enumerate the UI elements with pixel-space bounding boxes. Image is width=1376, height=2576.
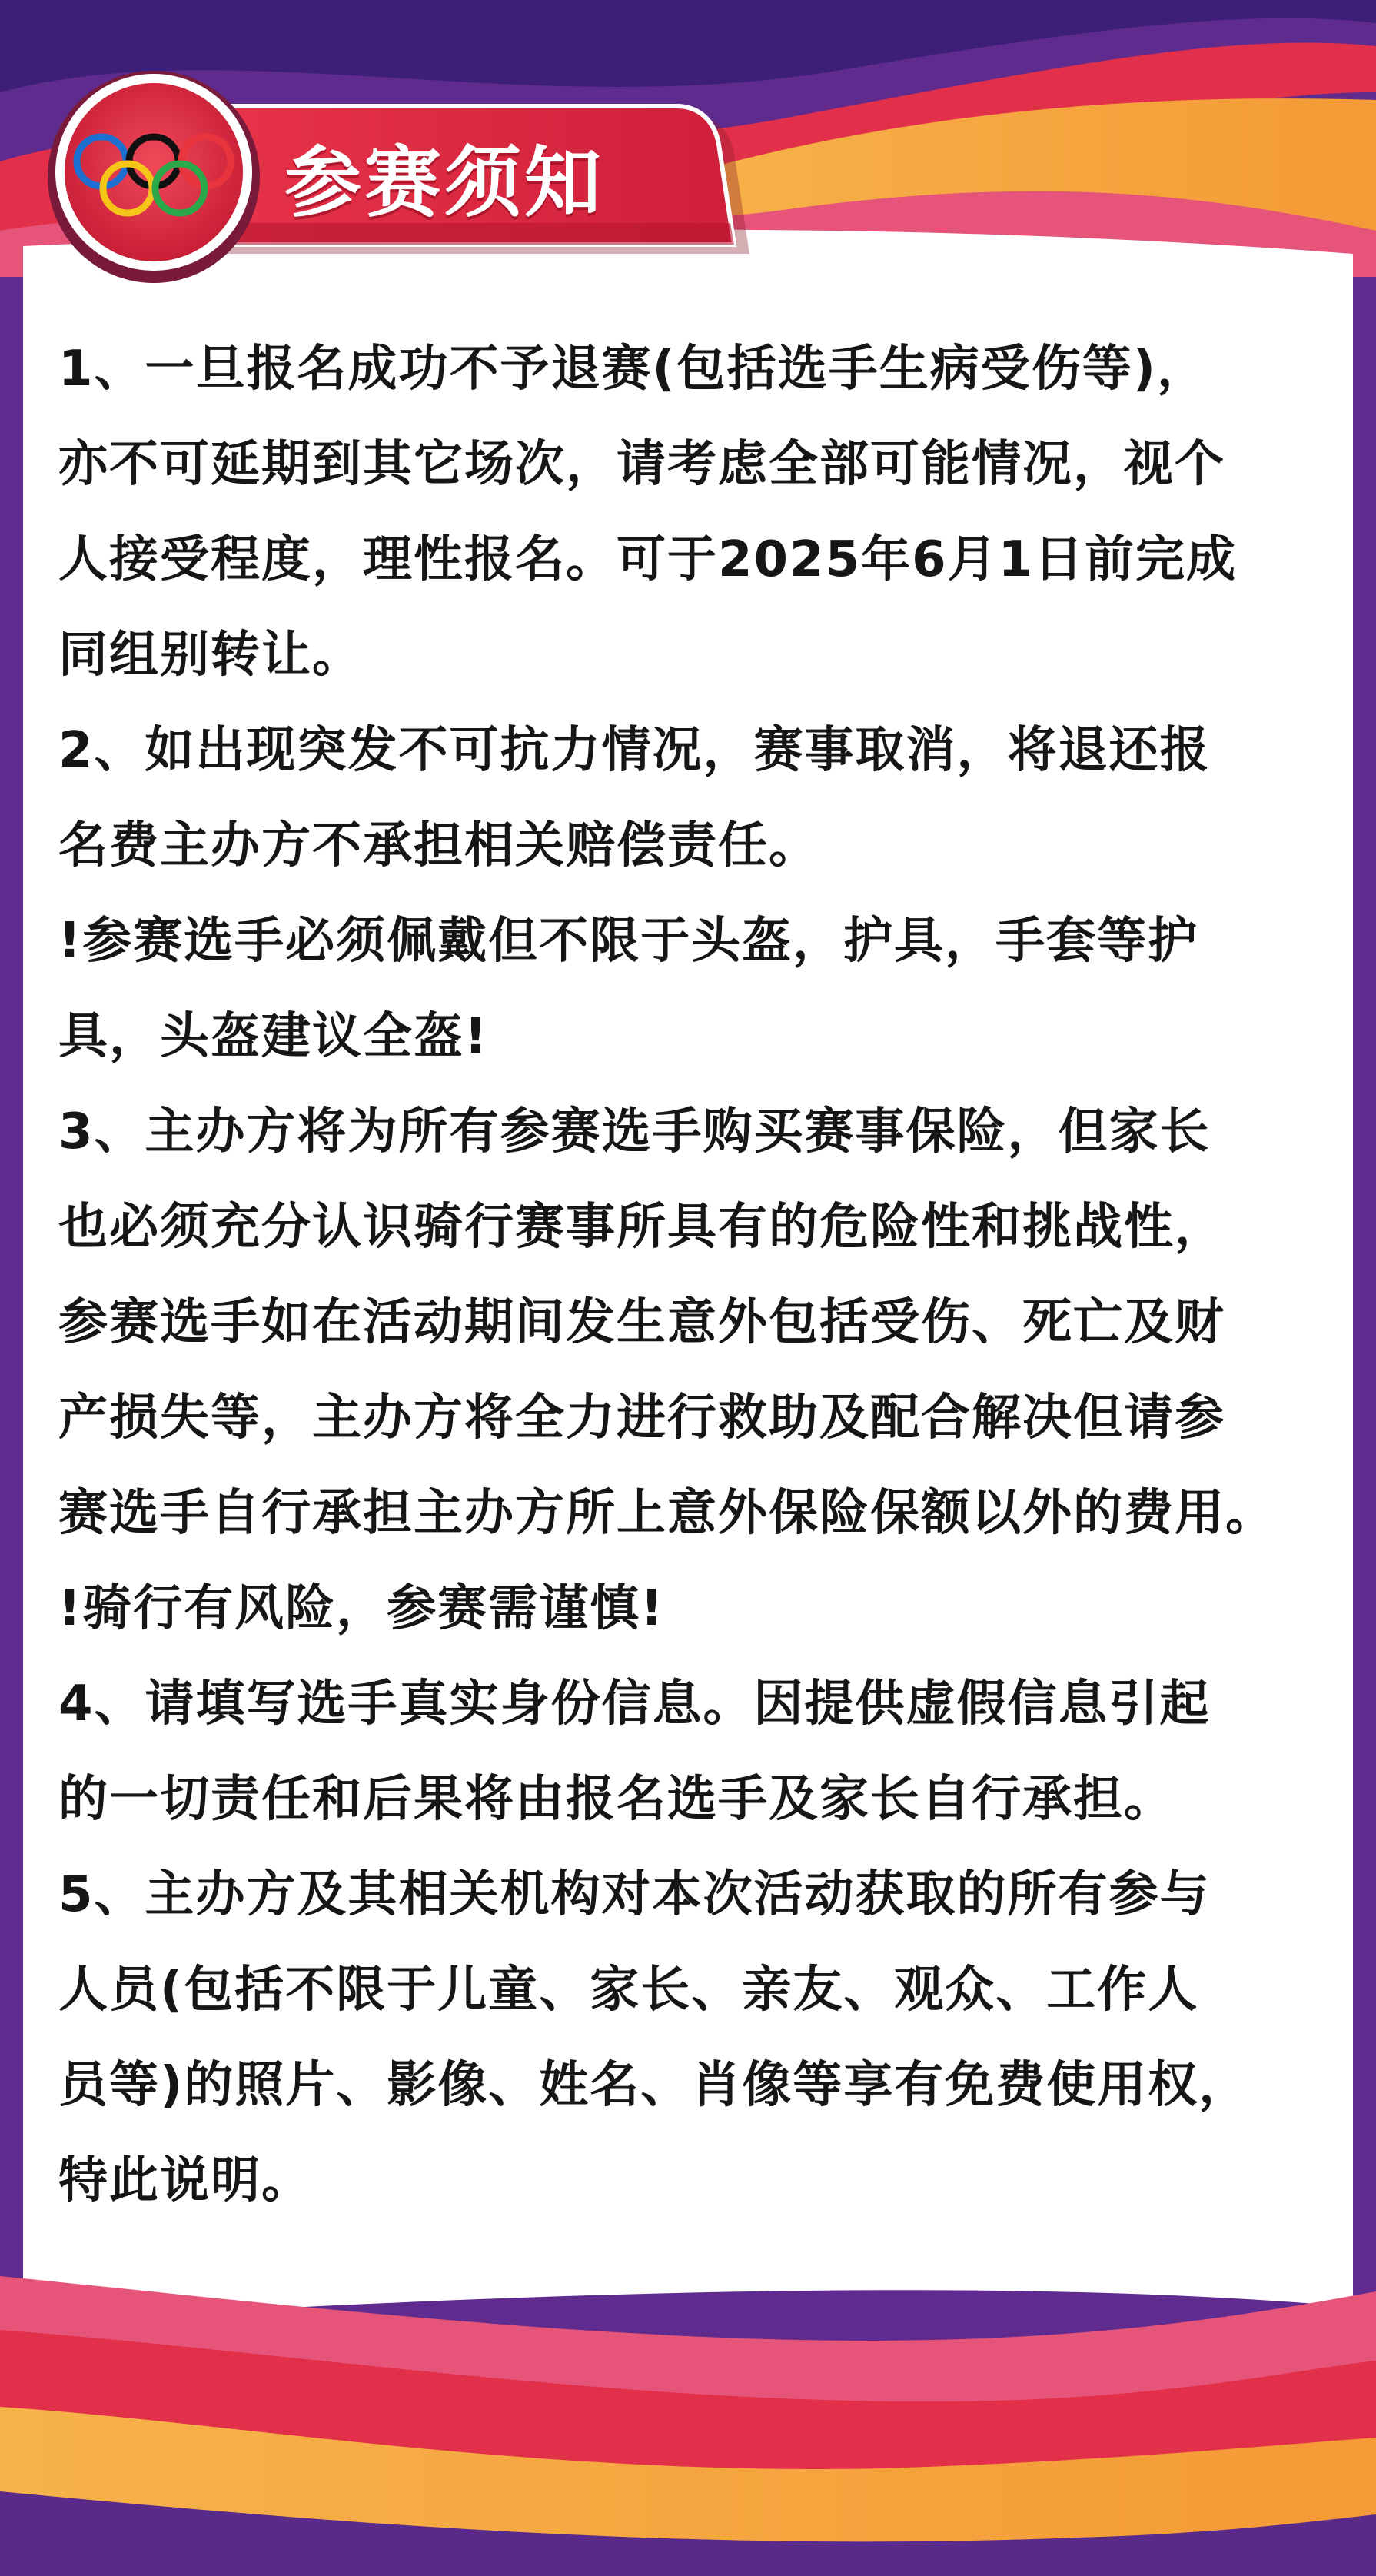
notice-warning-gear: !参赛选手必须佩戴但不限于头盔，护具，手套等护 具，头盔建议全盔! (58, 913, 1199, 1065)
notice-item-1: 1、一旦报名成功不予退赛(包括选手生病受伤等)， 亦不可延期到其它场次，请考虑全部可能情况，视个 人接受程度，理性报名。可于2025年6月1日前完成 同组别转让。 (58, 341, 1238, 684)
olympic-rings-icon (48, 71, 260, 283)
notice-warning-risk: !骑行有风险，参赛需谨慎! (58, 1580, 665, 1637)
notice-item-3: 3、主办方将为所有参赛选手购买赛事保险，但家长 也必须充分认识骑行赛事所具有的危险性和挑战性， 参赛选手如在活动期间发生意外包括受伤、死亡及财 产损失等，主办方将全力进行救助及配合解决但请参 赛选手自行承担主办方所上意外保险保额以外的费用。 (58, 1103, 1276, 1542)
notice-item-5: 5、主办方及其相关机构对本次活动获取的所有参与 人员(包括不限于儿童、家长、亲友、观众、工作人 员等)的照片、影像、姓名、肖像等享有免费使用权， 特此说明。 (58, 1866, 1250, 2209)
notice-item-2: 2、如出现突发不可抗力情况，赛事取消，将退还报 名费主办方不承担相关赔偿责任。 (58, 722, 1211, 874)
notice-list (58, 321, 1350, 2228)
page-title: 参赛须知 (284, 138, 604, 228)
notice-item-4: 4、请填写选手真实身份信息。因提供虚假信息引起 的一切责任和后果将由报名选手及家长自行承担。 (58, 1676, 1211, 1828)
